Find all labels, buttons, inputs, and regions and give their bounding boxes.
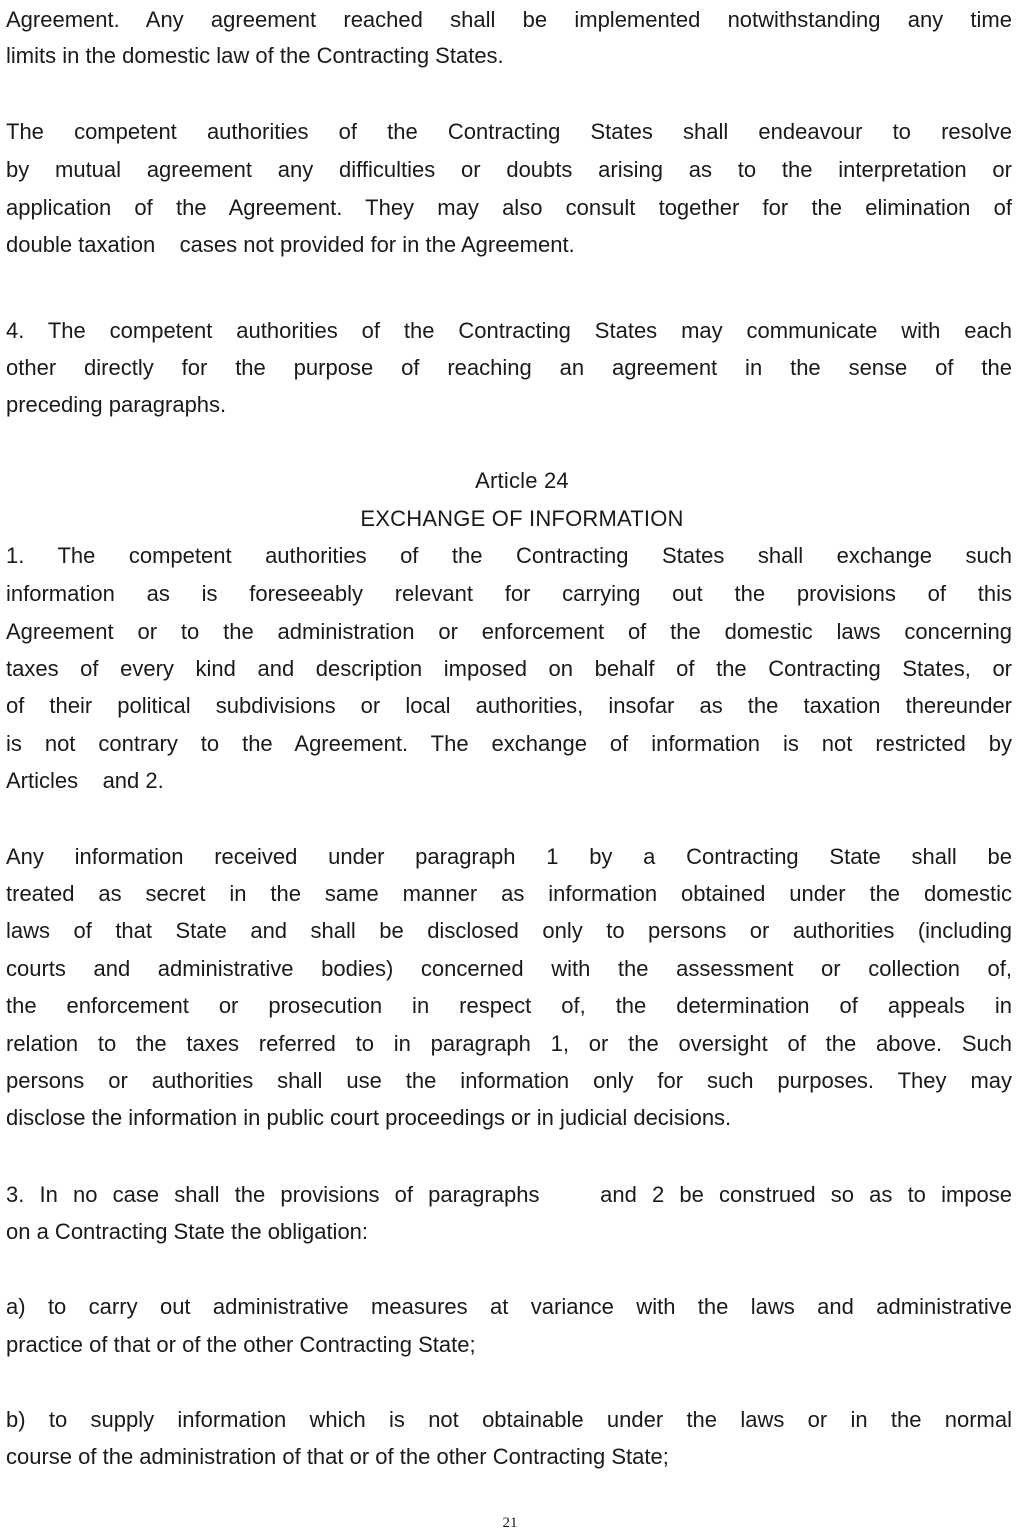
list-item-line: practice of that or of the other Contracting State; — [6, 1332, 476, 1357]
paragraph-line: persons or authorities shall use the information only for such purposes. They may — [6, 1068, 1012, 1093]
list-item-line: b) to supply information which is not obtainable under the laws or in the normal — [6, 1407, 1012, 1432]
paragraph-line: Any information received under paragraph 1 by a Contracting State shall be — [6, 844, 1012, 869]
paragraph-line: information as is foreseeably relevant for carrying out the provisions of this — [6, 581, 1012, 606]
paragraph-line: The competent authorities of the Contracting States shall endeavour to resolve — [6, 119, 1012, 144]
paragraph-line: limits in the domestic law of the Contracting States. — [6, 43, 504, 68]
paragraph-line: is not contrary to the Agreement. The exchange of information is not restricted by — [6, 731, 1012, 756]
paragraph-line: application of the Agreement. They may also consult together for the elimination of — [6, 195, 1012, 220]
paragraph-line: Agreement. Any agreement reached shall be implemented notwithstanding any time — [6, 7, 1012, 32]
paragraph-line: by mutual agreement any difficulties or doubts arising as to the interpretation or — [6, 157, 1012, 182]
paragraph-line: double taxation cases not provided for in the Agreement. — [6, 232, 575, 257]
paragraph-line: relation to the taxes referred to in paragraph 1, or the oversight of the above. Such — [6, 1031, 1012, 1056]
paragraph-line: taxes of every kind and description imposed on behalf of the Contracting States, or — [6, 656, 1012, 681]
list-item-line: a) to carry out administrative measures at variance with the laws and administrative — [6, 1294, 1012, 1319]
paragraph-line: treated as secret in the same manner as information obtained under the domestic — [6, 881, 1012, 906]
document-page — [6, 0, 1014, 1536]
paragraph-line: the enforcement or prosecution in respect of, the determination of appeals in — [6, 993, 1012, 1018]
paragraph-line: courts and administrative bodies) concerned with the assessment or collection of, — [6, 956, 1012, 981]
paragraph-line: on a Contracting State the obligation: — [6, 1219, 369, 1244]
paragraph-line: 1. The competent authorities of the Contracting States shall exchange such — [6, 543, 1012, 568]
paragraph-line: other directly for the purpose of reaching an agreement in the sense of the — [6, 355, 1012, 380]
paragraph-line: 4. The competent authorities of the Contracting States may communicate with each — [6, 318, 1012, 343]
paragraph-line: Agreement or to the administration or enforcement of the domestic laws concerning — [6, 619, 1012, 644]
article-number: Article 24 — [475, 468, 569, 493]
paragraph-line: Articles and 2. — [6, 768, 164, 793]
article-title: EXCHANGE OF INFORMATION — [360, 506, 684, 531]
paragraph-line: laws of that State and shall be disclosed only to persons or authorities (including — [6, 918, 1012, 943]
paragraph-line: 3. In no case shall the provisions of paragraphs and 2 be construed so as to impose — [6, 1182, 1012, 1207]
list-item-line: course of the administration of that or of the other Contracting State; — [6, 1444, 669, 1469]
paragraph-line: preceding paragraphs. — [6, 392, 227, 417]
paragraph-line: of their political subdivisions or local authorities, insofar as the taxation thereunder — [6, 693, 1012, 718]
paragraph-line: disclose the information in public court proceedings or in judicial decisions. — [6, 1105, 732, 1130]
page-number: 21 — [502, 1515, 518, 1531]
